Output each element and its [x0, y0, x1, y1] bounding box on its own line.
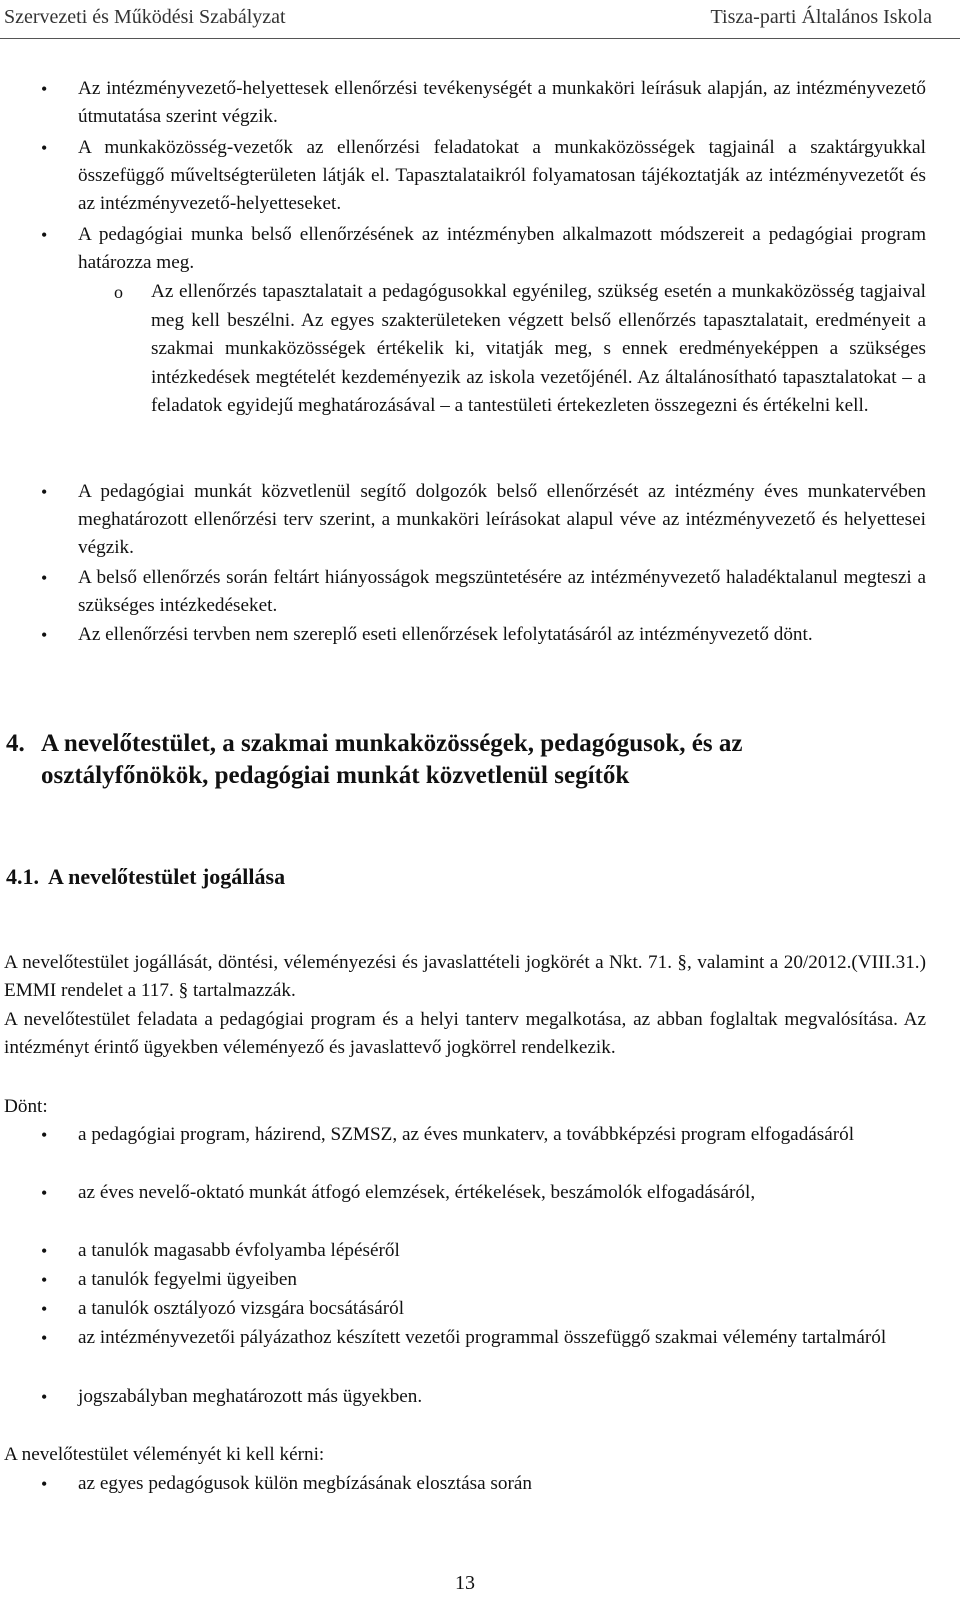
paragraph-tasks: A nevelőtestület feladata a pedagógiai program és a helyi tanterv megalkotása, az abban foglaltak megvalósítása. Az intézményt érintő ügyekben véleményező és javaslattevő jogkörrel rendelkezik.	[4, 1009, 926, 1058]
list-item: • Az ellenőrzési tervben nem szereplő eseti ellenőrzések lefolytatásáról az intézményvezető dönt.	[78, 621, 926, 649]
list-item: • a tanulók osztályozó vizsgára bocsátásáról	[78, 1295, 926, 1323]
list-item: • jogszabályban meghatározott más ügyekben.	[78, 1383, 926, 1411]
list-item: • A pedagógiai munka belső ellenőrzésének az intézményben alkalmazott módszereit a pedagógiai program határozza meg.	[78, 221, 926, 277]
list-item: • A pedagógiai munkát közvetlenül segítő dolgozók belső ellenőrzését az intézmény éves munkatervében meghatározott ellenőrzési terv szerint, a munkaköri leírásokat alapul véve az intézményvezető és helyettesei végzik.	[78, 478, 926, 562]
paragraph-legal-basis: A nevelőtestület jogállását, döntési, véleményezési és javaslattételi jogkörét a Nkt. 71. §, valamint a 20/2012.(VIII.31.) EMMI rendelet a 117. § tartalmazzák.	[4, 952, 926, 1001]
list-item: • a pedagógiai program, házirend, SZMSZ, az éves munkaterv, a továbbképzési program elfogadásáról	[78, 1121, 926, 1149]
list-item: • A munkaközösség-vezetők az ellenőrzési feladatokat a munkaközösségek tagjainál a szaktárgyukkal összefüggő műveltségterületen látják el. Tapasztalataikról folyamatosan tájékoztatják az intézményvezetőt és az intézményvezető-helyetteseket.	[78, 134, 926, 218]
section-title-continued: osztályfőnökök, pedagógiai munkát közvetlenül segítők	[41, 762, 630, 789]
section-number: 4.	[6, 730, 25, 757]
subsection-heading	[6, 864, 285, 890]
header-document-title: Szervezeti és Működési Szabályzat	[4, 6, 286, 28]
list-item: • Az intézményvezető-helyettesek ellenőrzési tevékenységét a munkaköri leírásuk alapján, az intézményvezető útmutatása szerint végzik.	[78, 75, 926, 131]
list-item: • A belső ellenőrzés során feltárt hiányosságok megszüntetésére az intézményvezető haladéktalanul megteszi a szükséges intézkedéseket.	[78, 564, 926, 620]
section-title: A nevelőtestület, a szakmai munkaközösségek, pedagógusok, és az	[41, 730, 743, 757]
section-heading	[6, 728, 926, 792]
subsection-title: A nevelőtestület jogállása	[48, 864, 286, 889]
subsection-number: 4.1.	[6, 864, 39, 889]
sub-list-item: o Az ellenőrzés tapasztalatait a pedagógusokkal egyénileg, szükség esetén a munkaközösség tagjaival meg kell beszélni. Az egyes szakterületeken végzett belső ellenőrzés tapasztalatait, eredményeit a szakmai munkaközösségek értékelik ki, vitatják meg, s ennek eredményeképpen a szükséges intézkedések megtételét kezdeményezik az iskola vezetőjénél. Az általánosítható tapasztalatokat – a feladatok egyidejű meghatározásával – a tantestületi értekezleten összegezni és értékelni kell.	[151, 278, 926, 421]
page-number: 13	[455, 1572, 475, 1594]
dont-label: Dönt:	[4, 1096, 48, 1117]
header-school-name: Tisza-parti Általános Iskola	[710, 6, 932, 28]
list-item: • az éves nevelő-oktató munkát átfogó elemzések, értékelések, beszámolók elfogadásáról,	[78, 1179, 926, 1207]
list-item: • az intézményvezetői pályázathoz készített vezetői programmal összefüggő szakmai vélemény tartalmáról	[78, 1324, 926, 1352]
page-header	[0, 0, 960, 39]
list-item: • a tanulók fegyelmi ügyeiben	[78, 1266, 926, 1294]
opinion-label: A nevelőtestület véleményét ki kell kérni:	[4, 1444, 325, 1465]
list-item: • a tanulók magasabb évfolyamba lépéséről	[78, 1237, 926, 1265]
list-item: • az egyes pedagógusok külön megbízásának elosztása során	[78, 1470, 926, 1498]
